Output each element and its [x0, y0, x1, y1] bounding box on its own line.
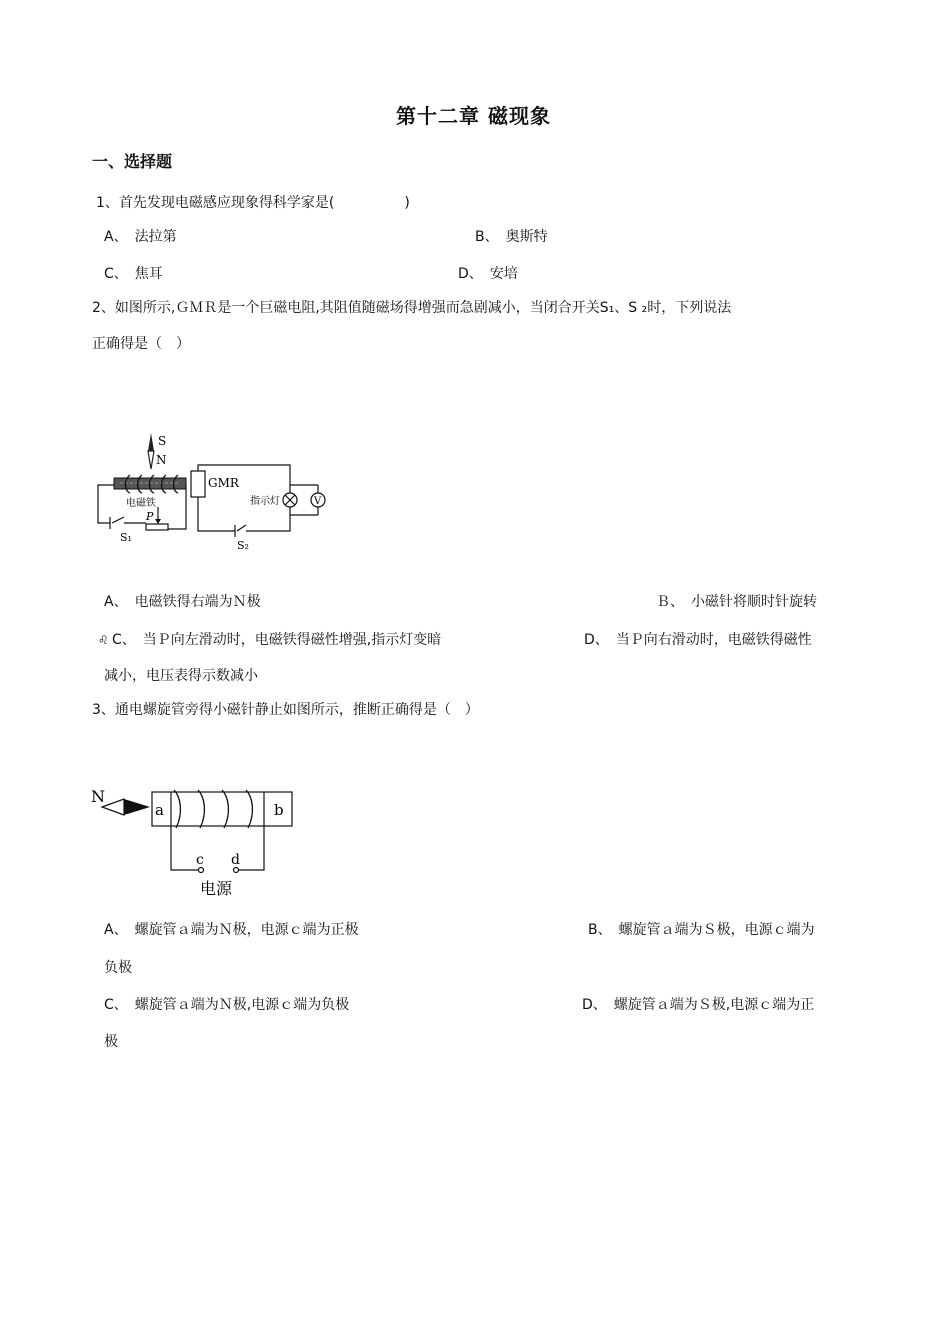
slider-label: P	[146, 510, 154, 523]
needle-n-label: N	[91, 787, 105, 806]
switch-s2-icon	[235, 525, 246, 537]
q3-option-b-line1: B、 螺旋管ａ端为Ｓ极，电源ｃ端为	[588, 922, 815, 938]
solenoid-tube	[152, 792, 292, 826]
magnetic-needle-icon	[102, 799, 150, 815]
q2-stem-line2: 正确得是（ ）	[92, 336, 190, 352]
q3-stem: 3、通电螺旋管旁得小磁针静止如图所示，推断正确得是（ ）	[92, 702, 479, 718]
q2-stem-line1: 2、如图所示,ＧＭＲ是一个巨磁电阻,其阻值随磁场得增强而急剧减小，当闭合开关S₁、S ₂时，下列说法	[92, 300, 732, 316]
terminal-c-label: c	[196, 852, 204, 868]
q1-stem: 1、首先发现电磁感应现象得科学家是( )	[96, 195, 410, 211]
section-heading: 一、选择题	[92, 152, 173, 171]
terminal-d-dot	[234, 868, 239, 873]
compass-n-label: N	[156, 453, 167, 467]
switch-s1-icon	[110, 517, 124, 529]
compass-needle-icon	[148, 433, 154, 469]
q2-option-c-marker: ♌	[98, 633, 109, 647]
solenoid-figure	[88, 782, 303, 900]
q2-option-d-line2: 减小，电压表得示数减小	[104, 668, 258, 684]
gmr-label: GMR	[208, 476, 239, 490]
terminal-c-dot	[199, 868, 204, 873]
q1-option-d: D、 安培	[458, 266, 518, 282]
indicator-lamp-icon	[283, 493, 297, 507]
q3-option-c: C、 螺旋管ａ端为Ｎ极,电源ｃ端为负极	[104, 997, 350, 1013]
switch1-label: S₁	[120, 531, 132, 544]
compass-s-label: S	[158, 434, 167, 448]
power-source-label: 电源	[200, 879, 233, 898]
q1-option-c: C、 焦耳	[104, 266, 163, 282]
q2-option-b: Ｂ、 小磁针将顺时针旋转	[656, 594, 817, 610]
lamp-label: 指示灯	[250, 496, 280, 507]
q3-option-d-line1: D、 螺旋管ａ端为Ｓ极,电源ｃ端为正	[582, 997, 815, 1013]
switch2-label: S₂	[237, 539, 249, 552]
q3-option-a: A、 螺旋管ａ端为Ｎ极，电源ｃ端为正极	[104, 922, 359, 938]
power-wires	[171, 826, 264, 870]
q2-option-c: C、 当Ｐ向左滑动时，电磁铁得磁性增强,指示灯变暗	[112, 632, 442, 648]
gmr-resistor	[191, 471, 205, 497]
q3-option-b-line2: 负极	[104, 960, 132, 976]
q2-option-d-line1: D、 当Ｐ向右滑动时，电磁铁得磁性	[584, 632, 812, 648]
voltmeter-label: V	[314, 496, 322, 507]
end-b-label: b	[274, 801, 284, 819]
gmr-circuit-figure	[90, 425, 340, 555]
q1-option-b: B、 奥斯特	[475, 229, 548, 245]
electromagnet-label: 电磁铁	[126, 498, 156, 509]
q2-option-a: A、 电磁铁得右端为Ｎ极	[104, 594, 261, 610]
q3-option-d-line2: 极	[104, 1034, 118, 1050]
terminal-d-label: d	[231, 852, 240, 868]
page-title: 第十二章 磁现象	[396, 104, 551, 128]
q1-option-a: A、 法拉第	[104, 229, 177, 245]
end-a-label: a	[155, 801, 164, 819]
